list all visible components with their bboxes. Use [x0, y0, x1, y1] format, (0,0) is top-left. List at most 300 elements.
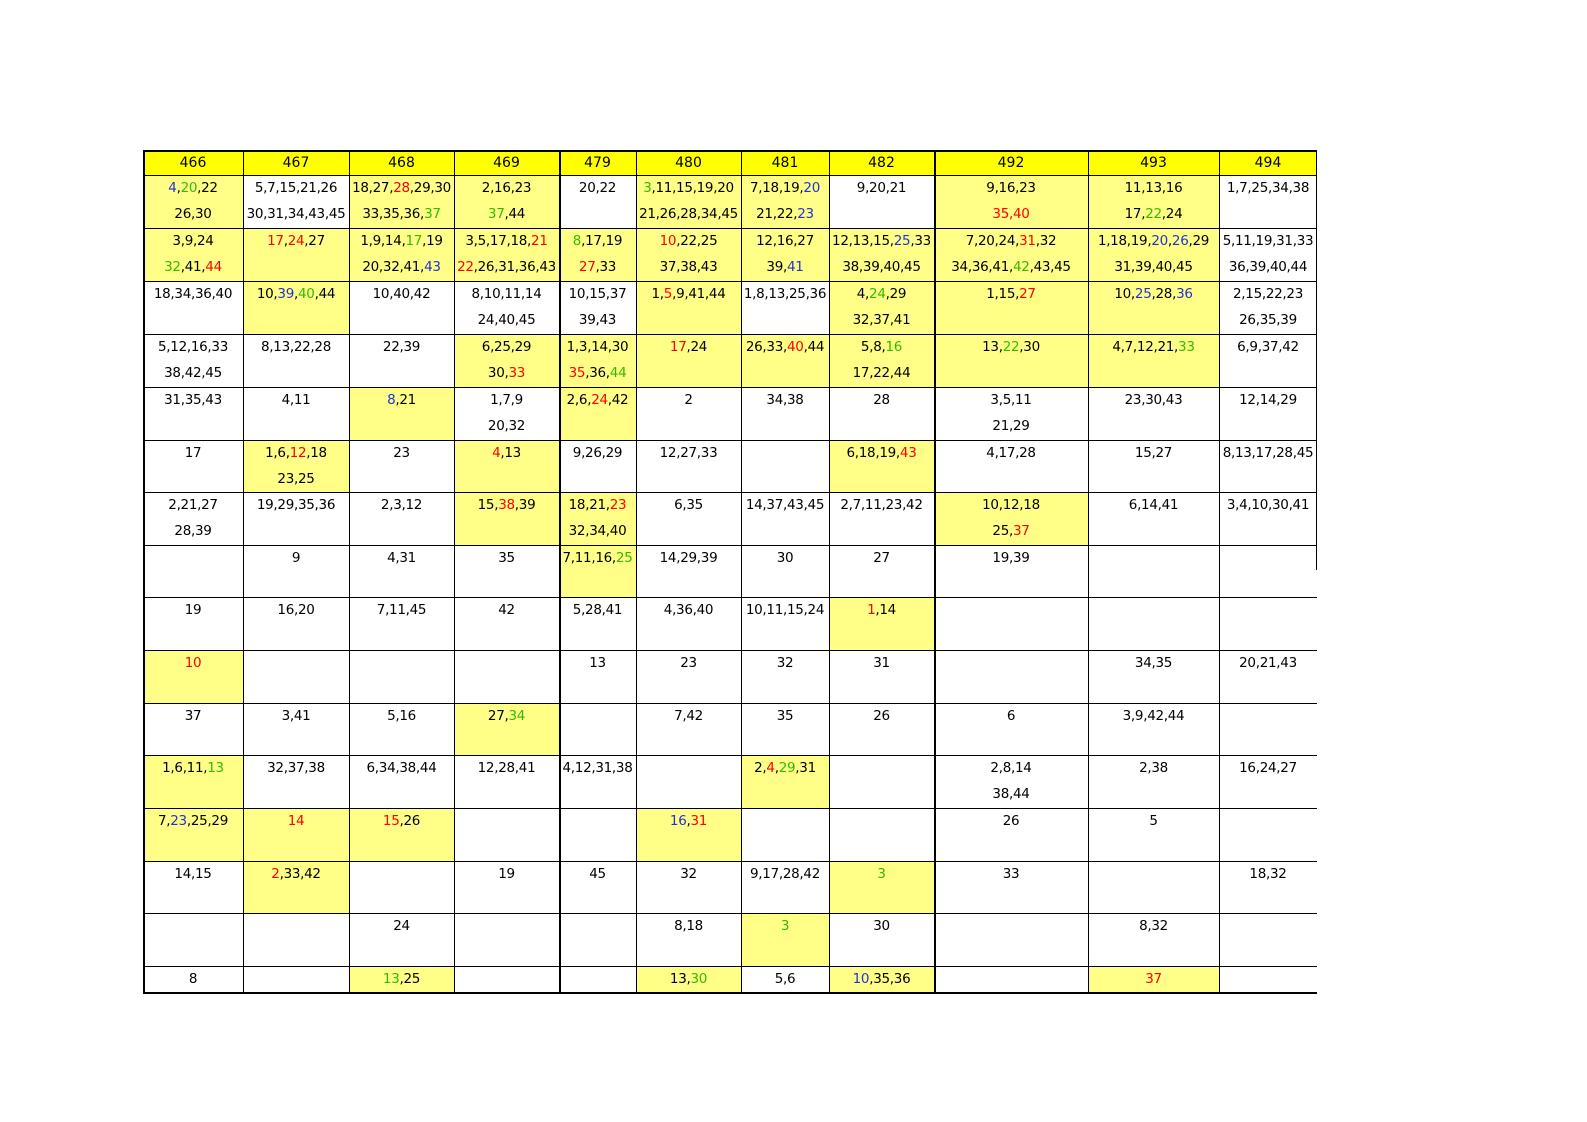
- table-cell: [1088, 913, 1219, 966]
- table-cell: [1219, 861, 1317, 913]
- cell-line: [559, 286, 636, 302]
- number-segment: 2,8,14: [990, 760, 1032, 776]
- number-segment: ,33: [910, 233, 931, 249]
- table-cell: [636, 440, 741, 492]
- number-segment: 5: [663, 286, 673, 302]
- cell-line: [741, 918, 829, 934]
- cell-line: [1088, 286, 1219, 302]
- table-cell: [829, 755, 934, 808]
- cell-line: [243, 233, 349, 249]
- number-segment: 7,11,16,: [562, 550, 616, 566]
- grid-line: [143, 861, 1317, 862]
- table-cell: [454, 650, 559, 703]
- table-cell: [1219, 597, 1317, 650]
- table-cell: [243, 492, 349, 545]
- number-segment: 18,34,36,40: [153, 286, 233, 302]
- cell-line: [934, 339, 1088, 355]
- number-segment: 1,7,25,34,38: [1226, 180, 1310, 196]
- number-segment: 28,39: [174, 523, 212, 539]
- cell-line: [1088, 971, 1219, 987]
- number-segment: 5,7,15,21,26: [254, 180, 338, 196]
- table-cell: [829, 703, 934, 755]
- cell-line: [243, 760, 349, 776]
- table-cell: [243, 387, 349, 440]
- table-cell: [143, 861, 243, 913]
- number-segment: 20,32: [487, 418, 526, 434]
- table-cell: [741, 861, 829, 913]
- number-segment: 1,3,14,30: [566, 339, 629, 355]
- number-segment: 20,22: [578, 180, 617, 196]
- number-segment: 20,21,43: [1239, 655, 1297, 671]
- number-segment: 19: [184, 602, 202, 618]
- number-segment: 3,9,24: [172, 233, 214, 249]
- number-segment: 35: [498, 550, 515, 566]
- cell-line: [934, 418, 1088, 434]
- number-segment: 41: [786, 259, 804, 275]
- cell-line: [741, 339, 829, 355]
- cell-line: [349, 180, 454, 196]
- cell-line: [143, 866, 243, 882]
- table-cell: [454, 861, 559, 913]
- number-segment: 44: [609, 365, 627, 381]
- number-segment: 3,9,42,44: [1122, 708, 1185, 724]
- cell-line: [349, 233, 454, 249]
- number-segment: ,36,: [585, 365, 610, 381]
- table-cell: [243, 861, 349, 913]
- number-segment: 5,16: [387, 708, 416, 724]
- cell-line: [349, 206, 454, 222]
- number-segment: 37: [1012, 523, 1030, 539]
- number-segment: ,44: [314, 286, 336, 302]
- number-segment: 7,42: [674, 708, 703, 724]
- number-segment: 23: [680, 655, 697, 671]
- table-cell: [636, 597, 741, 650]
- cell-line: [349, 339, 454, 355]
- number-segment: 4,: [856, 286, 870, 302]
- number-segment: 16,24,27: [1239, 760, 1297, 776]
- number-segment: 3,4,10,30,41: [1226, 497, 1310, 513]
- cell-line: [243, 445, 349, 461]
- number-segment: 1,8,13,25,36: [743, 286, 827, 302]
- cell-line: [829, 392, 934, 408]
- number-segment: 39,43: [578, 312, 617, 328]
- table-cell: [143, 175, 243, 228]
- cell-line: [349, 918, 454, 934]
- table-cell: [454, 387, 559, 440]
- grid-line: [143, 492, 1317, 493]
- cell-line: [829, 866, 934, 882]
- table-cell: [741, 597, 829, 650]
- number-segment: 37: [424, 206, 441, 222]
- cell-line: [1219, 866, 1317, 882]
- number-segment: 30: [873, 918, 890, 934]
- table-cell: [349, 175, 454, 228]
- cell-line: [829, 708, 934, 724]
- table-cell: [349, 703, 454, 755]
- cell-line: [559, 233, 636, 249]
- cell-line: [454, 708, 559, 724]
- number-segment: ,22,25: [676, 233, 718, 249]
- number-segment: 18,21,: [568, 497, 610, 513]
- table-cell: [143, 808, 243, 861]
- number-segment: 17: [184, 445, 202, 461]
- table-cell: [454, 440, 559, 492]
- cell-line: [454, 206, 559, 222]
- cell-line: [143, 523, 243, 539]
- grid-line: [143, 992, 1317, 994]
- grid-line: [829, 150, 830, 993]
- number-segment: 10: [852, 971, 870, 987]
- number-segment: 43: [424, 259, 441, 275]
- table-cell: [243, 913, 349, 966]
- number-segment: 6,34,38,44: [366, 760, 437, 776]
- number-segment: 40: [298, 286, 315, 302]
- cell-line: [1219, 445, 1317, 461]
- table-cell: [1088, 755, 1219, 808]
- cell-line: [454, 312, 559, 328]
- table-cell: [1088, 808, 1219, 861]
- table-cell: [934, 334, 1088, 387]
- cell-line: [243, 339, 349, 355]
- table-cell: [559, 387, 636, 440]
- table-cell: [243, 966, 349, 993]
- table-cell: [559, 703, 636, 755]
- number-segment: ,26,31,36,43: [473, 259, 556, 275]
- cell-line: [143, 445, 243, 461]
- number-segment: 43: [899, 445, 917, 461]
- number-segment: ,17,19: [581, 233, 623, 249]
- cell-line: [243, 813, 349, 829]
- table-cell: [1088, 281, 1219, 334]
- number-segment: ,35,36: [869, 971, 911, 987]
- table-cell: [559, 545, 636, 597]
- cell-line: [636, 971, 741, 987]
- number-segment: 21,22,: [756, 206, 798, 222]
- number-segment: 10,: [1114, 286, 1135, 302]
- cell-line: [636, 206, 741, 222]
- cell-line: [741, 392, 829, 408]
- number-segment: 8: [387, 392, 396, 408]
- number-segment: 3,5,17,18,: [465, 233, 532, 249]
- number-segment: 42: [498, 602, 515, 618]
- table-cell: [934, 281, 1088, 334]
- number-segment: 32,37,41: [852, 312, 911, 328]
- cell-line: [636, 180, 741, 196]
- number-segment: ,44: [803, 339, 825, 355]
- number-segment: ,13: [500, 445, 521, 461]
- column-header: 469: [454, 150, 559, 175]
- cell-line: [636, 602, 741, 618]
- number-segment: 1: [867, 602, 876, 618]
- table-cell: [1219, 228, 1317, 281]
- table-cell: [143, 281, 243, 334]
- cell-line: [636, 813, 741, 829]
- number-segment: 38,42,45: [164, 365, 222, 381]
- number-segment: 6,18,19,: [846, 445, 900, 461]
- table-cell: [636, 492, 741, 545]
- number-segment: 5,11,19,31,33: [1222, 233, 1314, 249]
- number-segment: ,11,15,19,20: [651, 180, 734, 196]
- number-segment: 31: [1019, 233, 1036, 249]
- grid-line: [559, 150, 561, 993]
- number-segment: 32,34,40: [568, 523, 627, 539]
- cell-line: [829, 259, 934, 275]
- number-segment: 5: [1149, 813, 1158, 829]
- number-segment: 22: [1002, 339, 1020, 355]
- table-cell: [349, 966, 454, 993]
- table-cell: [243, 703, 349, 755]
- table-cell: [636, 175, 741, 228]
- cell-line: [243, 550, 349, 566]
- table-cell: [934, 650, 1088, 703]
- number-segment: 31,39,40,45: [1114, 259, 1193, 275]
- cell-line: [454, 760, 559, 776]
- cell-line: [143, 760, 243, 776]
- number-segment: 26: [1171, 233, 1189, 249]
- cell-line: [143, 365, 243, 381]
- table-cell: [741, 966, 829, 993]
- cell-line: [454, 365, 559, 381]
- cell-line: [559, 550, 636, 566]
- cell-line: [454, 259, 559, 275]
- table-cell: [349, 387, 454, 440]
- table-cell: [934, 387, 1088, 440]
- cell-line: [143, 180, 243, 196]
- table-cell: [829, 228, 934, 281]
- number-segment: 23: [393, 445, 410, 461]
- grid-line: [1316, 150, 1317, 570]
- column-header: 480: [636, 150, 741, 175]
- table-cell: [559, 650, 636, 703]
- number-segment: 7,11,45: [376, 602, 427, 618]
- number-segment: ,22: [197, 180, 218, 196]
- number-segment: 12,13,15,: [832, 233, 894, 249]
- number-segment: 10,11,15,24: [745, 602, 825, 618]
- table-cell: [1088, 440, 1219, 492]
- table-cell: [741, 703, 829, 755]
- number-segment: 21,29: [992, 418, 1030, 434]
- number-segment: 24,40,45: [477, 312, 536, 328]
- cell-line: [454, 286, 559, 302]
- number-segment: 16: [885, 339, 903, 355]
- table-cell: [934, 703, 1088, 755]
- number-segment: 7,18,19,: [749, 180, 804, 196]
- cell-line: [559, 392, 636, 408]
- table-cell: [349, 440, 454, 492]
- number-segment: 1,18,19,: [1097, 233, 1152, 249]
- table-cell: [636, 228, 741, 281]
- number-segment: 37,38,43: [659, 259, 718, 275]
- number-segment: 19,39: [992, 550, 1030, 566]
- cell-line: [636, 550, 741, 566]
- table-cell: [559, 281, 636, 334]
- table-cell: [636, 650, 741, 703]
- table-cell: [934, 755, 1088, 808]
- cell-line: [1088, 233, 1219, 249]
- table-cell: [143, 966, 243, 993]
- number-segment: 24: [287, 233, 305, 249]
- table-cell: [934, 492, 1088, 545]
- table-cell: [741, 913, 829, 966]
- grid-line: [349, 150, 350, 993]
- number-segment: ,25,29: [186, 813, 228, 829]
- number-segment: 1,: [651, 286, 664, 302]
- table-cell: [741, 440, 829, 492]
- number-segment: 37: [184, 708, 202, 724]
- number-segment: 20,32,41,: [362, 259, 425, 275]
- cell-line: [559, 259, 636, 275]
- cell-line: [1219, 286, 1317, 302]
- cell-line: [934, 286, 1088, 302]
- column-header: 494: [1219, 150, 1317, 175]
- number-segment: 24: [591, 392, 608, 408]
- number-segment: 17: [267, 233, 284, 249]
- column-header: 482: [829, 150, 934, 175]
- number-segment: 6,9,37,42: [1237, 339, 1299, 355]
- cell-line: [741, 602, 829, 618]
- cell-line: [934, 813, 1088, 829]
- number-segment: 20: [180, 180, 198, 196]
- number-segment: 38: [498, 497, 515, 513]
- number-segment: 25,: [992, 523, 1013, 539]
- cell-line: [349, 550, 454, 566]
- table-cell: [143, 334, 243, 387]
- number-segment: 20: [1151, 233, 1168, 249]
- table-cell: [636, 281, 741, 334]
- cell-line: [1088, 392, 1219, 408]
- cell-line: [829, 971, 934, 987]
- cell-line: [454, 392, 559, 408]
- cell-line: [143, 286, 243, 302]
- cell-line: [1219, 392, 1317, 408]
- cell-line: [349, 760, 454, 776]
- cell-line: [741, 233, 829, 249]
- number-segment: 4,17,28: [986, 445, 1036, 461]
- number-segment: 13: [382, 971, 400, 987]
- table-cell: [636, 966, 741, 993]
- number-segment: 39: [277, 286, 294, 302]
- table-cell: [559, 175, 636, 228]
- cell-line: [349, 497, 454, 513]
- cell-line: [559, 312, 636, 328]
- number-segment: 1,7,9: [490, 392, 523, 408]
- table-cell: [454, 703, 559, 755]
- number-segment: 12,28,41: [477, 760, 536, 776]
- cell-line: [934, 550, 1088, 566]
- cell-line: [934, 392, 1088, 408]
- number-segment: 2: [271, 866, 280, 882]
- table-cell: [243, 755, 349, 808]
- table-cell: [934, 175, 1088, 228]
- table-cell: [143, 913, 243, 966]
- cell-line: [349, 286, 454, 302]
- number-segment: 4,31: [387, 550, 416, 566]
- number-segment: 3: [780, 918, 790, 934]
- number-segment: 13: [207, 760, 224, 776]
- number-segment: 37: [1145, 971, 1162, 987]
- number-segment: 27: [578, 259, 596, 275]
- number-segment: 14,37,43,45: [745, 497, 825, 513]
- number-segment: 17,: [1124, 206, 1146, 222]
- table-cell: [1088, 650, 1219, 703]
- number-segment: 5,6: [774, 971, 796, 987]
- cell-line: [143, 497, 243, 513]
- table-cell: [741, 545, 829, 597]
- grid-line: [143, 387, 1317, 388]
- cell-line: [829, 365, 934, 381]
- number-segment: 24: [869, 286, 886, 302]
- number-segment: 32: [164, 259, 181, 275]
- cell-line: [243, 471, 349, 487]
- table-cell: [1088, 492, 1219, 545]
- number-segment: 30: [776, 550, 794, 566]
- cell-line: [829, 312, 934, 328]
- cell-line: [349, 445, 454, 461]
- number-segment: ,32: [1035, 233, 1057, 249]
- column-header: 468: [349, 150, 454, 175]
- cell-line: [741, 206, 829, 222]
- table-cell: [829, 966, 934, 993]
- grid-line: [143, 228, 1317, 229]
- table-cell: [636, 913, 741, 966]
- number-segment: 40: [786, 339, 804, 355]
- table-cell: [454, 228, 559, 281]
- number-segment: 13,: [982, 339, 1003, 355]
- number-segment: 30: [690, 971, 708, 987]
- cell-line: [934, 866, 1088, 882]
- number-segment: 32: [776, 655, 794, 671]
- table-cell: [934, 440, 1088, 492]
- number-segment: 7,: [157, 813, 171, 829]
- number-segment: 8: [572, 233, 582, 249]
- table-cell: [636, 703, 741, 755]
- cell-line: [559, 866, 636, 882]
- cell-line: [454, 418, 559, 434]
- number-segment: 10,40,42: [372, 286, 431, 302]
- cell-line: [741, 286, 829, 302]
- cell-line: [934, 523, 1088, 539]
- cell-line: [829, 497, 934, 513]
- number-segment: 18,32: [1249, 866, 1287, 882]
- column-header: 479: [559, 150, 636, 175]
- number-segment: ,24: [1161, 206, 1183, 222]
- cell-line: [454, 866, 559, 882]
- number-segment: 25: [1134, 286, 1152, 302]
- table-cell: [741, 387, 829, 440]
- cell-line: [1219, 312, 1317, 328]
- cell-line: [636, 708, 741, 724]
- cell-line: [829, 286, 934, 302]
- cell-line: [1088, 918, 1219, 934]
- number-segment: 19,29,35,36: [256, 497, 336, 513]
- number-segment: 23,25: [277, 471, 315, 487]
- number-segment: 28: [393, 180, 410, 196]
- cell-line: [636, 497, 741, 513]
- table-cell: [741, 281, 829, 334]
- number-segment: 10,: [256, 286, 278, 302]
- grid-line: [143, 913, 1317, 914]
- table-cell: [1219, 281, 1317, 334]
- table-cell: [741, 334, 829, 387]
- number-segment: 22: [457, 259, 474, 275]
- table-cell: [559, 966, 636, 993]
- table-cell: [1088, 175, 1219, 228]
- number-segment: 2,38: [1139, 760, 1168, 776]
- number-segment: 26,35,39: [1239, 312, 1297, 328]
- table-cell: [454, 808, 559, 861]
- grid-line: [143, 440, 1317, 441]
- table-cell: [454, 966, 559, 993]
